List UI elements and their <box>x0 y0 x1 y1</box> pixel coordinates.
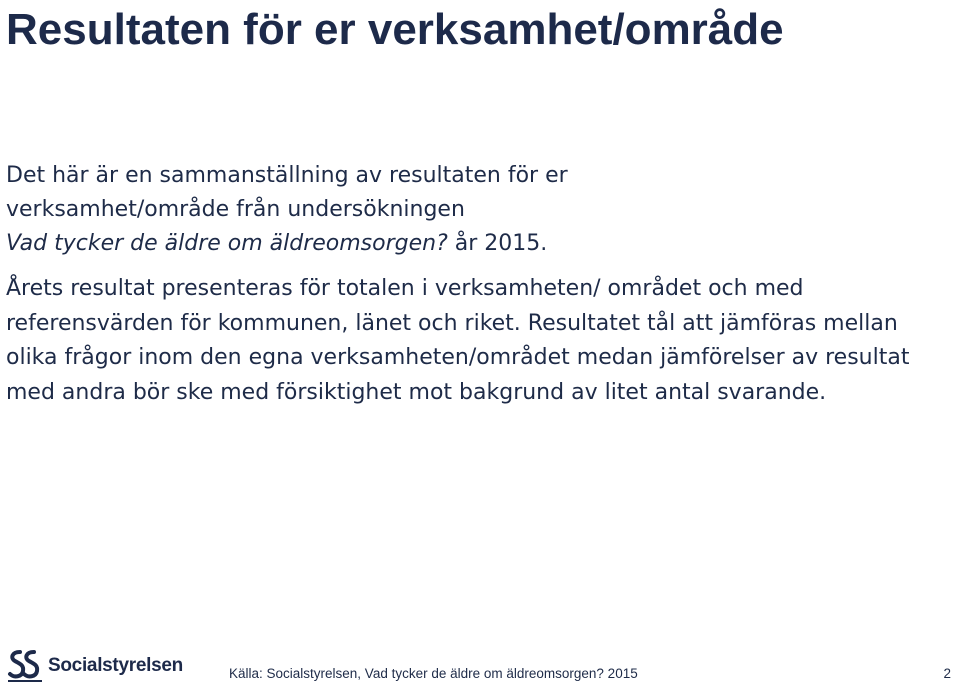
intro-line-1: Det här är en sammanställning av resultaten för er <box>6 163 568 188</box>
socialstyrelsen-emblem-icon <box>6 648 46 684</box>
slide-title: Resultaten för er verksamhet/område <box>6 5 784 54</box>
socialstyrelsen-logo <box>6 648 183 684</box>
body-paragraph: Årets resultat presenteras för totalen i verksamheten/ området och med referensvärden för kommunen, länet och riket. Resultatet tål att jämföras mellan olika frågor inom den egna verksamheten/området medan jämförelser av resultat med andra bör ske med försiktighet mot bakgrund av litet antal svarande. <box>6 276 910 405</box>
survey-name: Vad tycker de äldre om äldreomsorgen? <box>6 231 448 256</box>
source-citation: Källa: Socialstyrelsen, Vad tycker de äldre om äldreomsorgen? 2015 <box>229 666 638 681</box>
survey-year: år 2015. <box>447 231 548 256</box>
page-number: 2 <box>943 666 951 681</box>
intro-paragraph <box>6 159 946 261</box>
slide-footer <box>0 640 959 688</box>
intro-line-2: verksamhet/område från undersökningen <box>6 197 465 222</box>
logo-wordmark: Socialstyrelsen <box>48 655 183 676</box>
